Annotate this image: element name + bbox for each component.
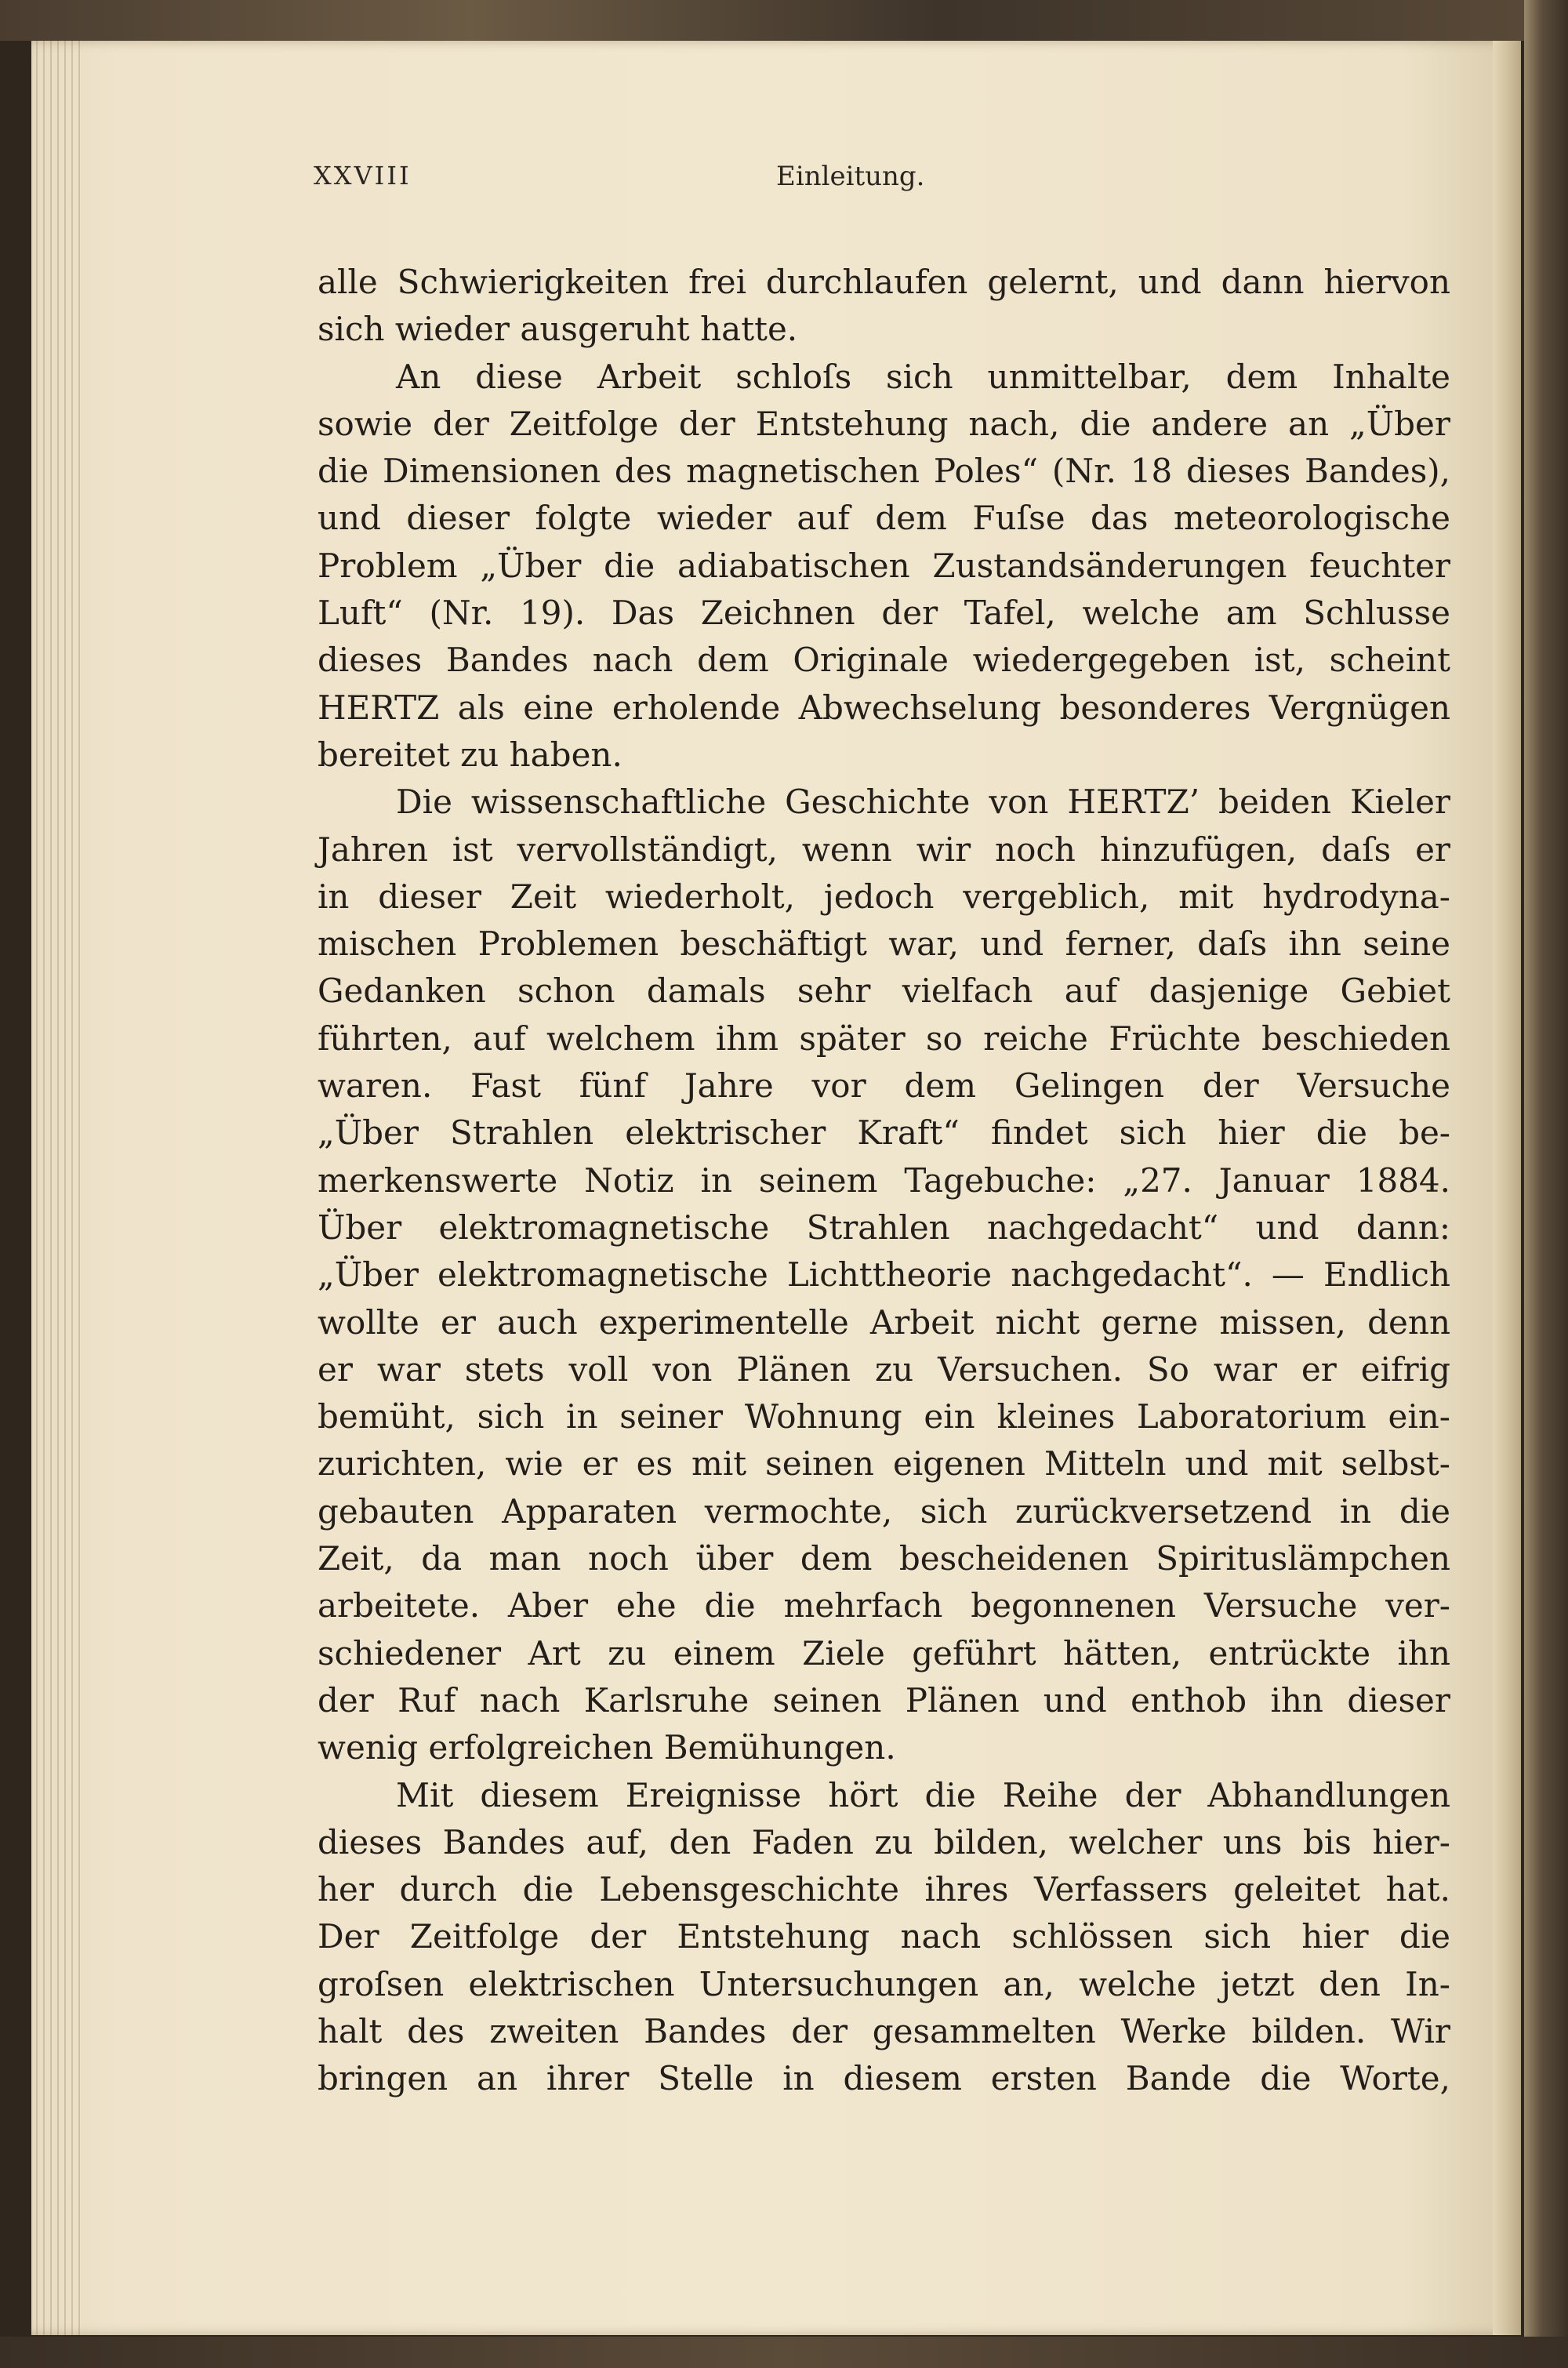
paragraph-4-line-2: dieses Bandes auf, den Faden zu bilden, welcher uns bis hier-	[318, 1822, 1450, 1861]
paragraph-2-line-8: HERTZ als eine erholende Abwechselung besonderes Vergnügen	[318, 688, 1450, 727]
paragraph-3-line-9: merkenswerte Notiz in seinem Tagebuche: „27. Januar 1884.	[318, 1160, 1450, 1200]
paragraph-3-line-12: wollte er auch experimentelle Arbeit nicht gerne missen, denn	[318, 1302, 1450, 1342]
paragraph-4-line-4: Der Zeitfolge der Entstehung nach schlössen sich hier die	[318, 1917, 1450, 1956]
paragraph-3-line-7: waren. Fast fünf Jahre vor dem Gelingen der Versuche	[318, 1066, 1450, 1106]
paragraph-3-line-16: gebauten Apparaten vermochte, sich zurückversetzend in die	[318, 1491, 1450, 1531]
paragraph-3-line-3: in dieser Zeit wiederholt, jedoch vergeblich, mit hydrodyna-	[318, 877, 1450, 916]
paragraph-4-line-3: her durch die Lebensgeschichte ihres Verfassers geleitet hat.	[318, 1870, 1450, 1909]
book-cover-right	[1524, 0, 1568, 2368]
paragraph-2-line-4: und dieser folgte wieder auf dem Fuſse das meteorologische	[318, 499, 1450, 538]
book-cover-top	[0, 0, 1568, 41]
page-stack-edges	[36, 41, 83, 2335]
paragraph-3-line-15: zurichten, wie er es mit seinen eigenen Mitteln und mit selbst-	[318, 1444, 1450, 1484]
paragraph-2-line-3: die Dimensionen des magnetischen Poles“ (Nr. 18 dieses Bandes),	[318, 452, 1450, 491]
paragraph-4-line-6: halt des zweiten Bandes der gesammelten Werke bilden. Wir	[318, 2011, 1450, 2050]
paragraph-2-line-1: An diese Arbeit schloſs sich unmittelbar, dem Inhalte	[396, 357, 1450, 396]
running-head	[314, 161, 1411, 208]
page-number: XXVIII	[314, 161, 412, 191]
paragraph-4-line-5: groſsen elektrischen Untersuchungen an, welche jetzt den In-	[318, 1964, 1450, 2003]
paragraph-3-line-11: „Über elektromagnetische Lichttheorie nachgedacht“. — Endlich	[318, 1255, 1450, 1295]
page-curl-edge	[1493, 41, 1521, 2335]
paragraph-3-line-4: mischen Problemen beschäftigt war, und ferner, daſs ihn seine	[318, 924, 1450, 964]
paragraph-3-line-13: er war stets voll von Plänen zu Versuchen. So war er eifrig	[318, 1349, 1450, 1389]
paragraph-3-line-8: „Über Strahlen elektrischer Kraft“ findet sich hier die be-	[318, 1113, 1450, 1153]
paragraph-1-line-1: alle Schwierigkeiten frei durchlaufen gelernt, und dann hiervon	[318, 263, 1450, 301]
paragraph-3-line-20: der Ruf nach Karlsruhe seinen Plänen und enthob ihn dieser	[318, 1680, 1450, 1720]
paragraph-3-line-2: Jahren ist vervollständigt, wenn wir noch hinzufügen, daſs er	[318, 830, 1450, 869]
paragraph-2-line-2: sowie der Zeitfolge der Entstehung nach, die andere an „Über	[318, 404, 1450, 443]
paragraph-3-line-6: führten, auf welchem ihm später so reiche Früchte beschieden	[318, 1019, 1450, 1058]
paragraph-2-line-7: dieses Bandes nach dem Originale wiedergegeben ist, scheint	[318, 641, 1450, 680]
paragraph-3-line-10: Über elektromagnetische Strahlen nachgedacht“ und dann:	[318, 1208, 1450, 1247]
paragraph-2-line-5: Problem „Über die adiabatischen Zustandsänderungen feuchter	[318, 546, 1450, 585]
paragraph-3-line-17: Zeit, da man noch über dem bescheidenen Spirituslämpchen	[318, 1539, 1450, 1578]
body-text	[318, 259, 1450, 2103]
paragraph-2-line-9: bereitet zu haben.	[318, 735, 622, 774]
book-cover-bottom	[0, 2337, 1568, 2368]
paragraph-3-line-5: Gedanken schon damals sehr vielfach auf dasjenige Gebiet	[318, 972, 1450, 1011]
paragraph-4-line-1: Mit diesem Ereignisse hört die Reihe der Abhandlungen	[396, 1775, 1450, 1814]
paragraph-3-line-19: schiedener Art zu einem Ziele geführt hätten, entrückte ihn	[318, 1633, 1450, 1672]
paragraph-3-line-18: arbeitete. Aber ehe die mehrfach begonnenen Versuche ver-	[318, 1586, 1450, 1625]
paragraph-3-line-1: Die wissenschaftliche Geschichte von HERTZ’ beiden Kieler	[396, 783, 1450, 822]
paragraph-4-line-7: bringen an ihrer Stelle in diesem ersten Bande die Worte,	[318, 2059, 1450, 2098]
paragraph-1-line-2: sich wieder ausgeruht hatte.	[318, 310, 798, 349]
running-title: Einleitung.	[776, 161, 925, 192]
paragraph-2-line-6: Luft“ (Nr. 19). Das Zeichnen der Tafel, welche am Schlusse	[318, 594, 1450, 633]
paragraph-3-line-21: wenig erfolgreichen Bemühungen.	[318, 1728, 896, 1767]
paragraph-3-line-14: bemüht, sich in seiner Wohnung ein kleines Laboratorium ein-	[318, 1397, 1450, 1436]
